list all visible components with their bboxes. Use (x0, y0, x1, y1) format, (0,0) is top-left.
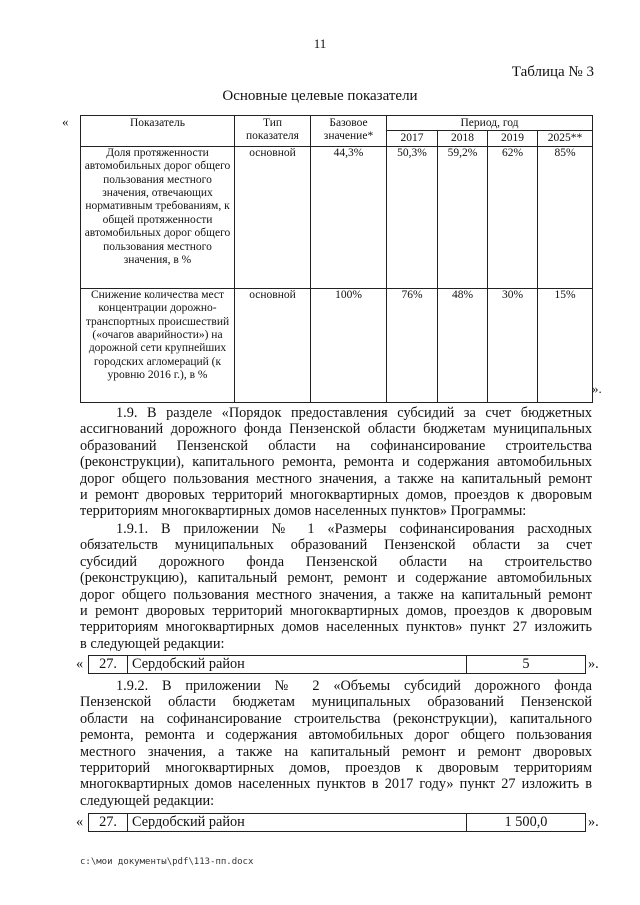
row-open-quote: « (76, 814, 84, 830)
value-cell: 76% (387, 288, 438, 402)
header-type: Тип показателя (235, 116, 311, 147)
header-period: Период, год (387, 116, 593, 131)
text-line: в следующей редакции: (80, 635, 225, 652)
row-number: 27. (89, 656, 128, 673)
district-value: 5 (522, 656, 530, 672)
text-line: образований Пензенской области на софинансирование строительства (80, 437, 592, 454)
text-line: (реконструкции), капитального ремонта, ремонта и содержания автомобильных (80, 454, 592, 471)
header-base: Базовое значение* (311, 116, 387, 147)
table-row (81, 288, 593, 402)
value-cell: 30% (488, 288, 538, 402)
table-row (81, 146, 593, 288)
text-line: обязательств муниципальных образований Пензенской области за счет (80, 537, 592, 554)
base-cell: 44,3% (311, 146, 387, 288)
row-close-quote: ». (588, 656, 599, 672)
row-close-quote: ». (588, 814, 599, 830)
text-line: следующей редакции: (80, 792, 215, 809)
table-title: Основные целевые показатели (222, 88, 418, 104)
text-line: 1.9.1. В приложении № 1 «Размеры софинансирования расходных (116, 521, 592, 537)
table-close-quote: ». (592, 381, 602, 396)
header-indicator: Показатель (81, 116, 235, 147)
text-line: области на софинансирование строительства (реконструкции), капитального (80, 710, 592, 727)
row-open-quote: « (76, 656, 84, 672)
text-line: Пензенской области бюджетам муниципальных образований Пензенской (80, 694, 592, 711)
table-open-quote: « (62, 114, 69, 129)
header-year: 2025** (538, 131, 593, 146)
header-year: 2017 (387, 131, 438, 146)
value-cell: 50,3% (387, 146, 438, 288)
text-line: субсидий дорожного фонда Пензенской области на строительство (80, 553, 592, 570)
district-name: Сердобский район (128, 814, 467, 831)
district-row (88, 813, 586, 832)
type-cell: основной (235, 146, 311, 288)
text-line: территориям многоквартирных домов населенных пунктов» Программы: (80, 503, 527, 520)
text-line: территориям многоквартирных домов населенных пунктов» пункт 27 изложить (80, 619, 592, 636)
file-path-footer: c:\мои документы\pdf\113-пп.docx (80, 857, 254, 867)
paragraph-1-9-1 (80, 521, 592, 652)
type-cell: основной (235, 288, 311, 402)
text-line: территорий многоквартирных домов, проездов к дворовым территориям (80, 760, 592, 777)
indicator-cell: Снижение количества мест концентрации дорожно-транспортных происшествий («очагов аварийности») на дорожной сети крупнейших городских агломераций (к уровню 2016 г.), в % (81, 288, 235, 402)
value-cell: 15% (538, 288, 593, 402)
base-cell: 100% (311, 288, 387, 402)
header-year: 2018 (438, 131, 488, 146)
paragraph-1-9 (80, 405, 592, 520)
indicator-cell: Доля протяженности автомобильных дорог общего пользования местного значения, отвечающих нормативным требованиям, к общей протяженности автомобильных дорог общего пользования местного значения, в % (81, 146, 235, 288)
text-line: ассигнований дорожного фонда Пензенской области бюджетам муниципальных (80, 421, 592, 438)
value-cell: 59,2% (438, 146, 488, 288)
value-cell: 62% (488, 146, 538, 288)
district-value: 1 500,0 (504, 814, 548, 830)
header-year: 2019 (488, 131, 538, 146)
table-header-row (81, 116, 593, 131)
table-label: Таблица № 3 (511, 64, 594, 80)
district-name: Сердобский район (128, 656, 467, 673)
text-line: 1.9. В разделе «Порядок предоставления субсидий за счет бюджетных (116, 405, 592, 421)
value-cell: 85% (538, 146, 593, 288)
page-number: 11 (313, 36, 327, 51)
text-line: местного значения, а также на капитальный ремонт и ремонт дворовых (80, 743, 592, 760)
paragraph-1-9-2 (80, 678, 592, 809)
text-line: ремонта, ремонта и содержания автомобильных дорог общего пользования (80, 727, 592, 744)
text-line: многоквартирных домов населенных пунктов в 2017 году» пункт 27 изложить в (80, 776, 592, 793)
indicators-table (80, 115, 593, 403)
text-line: (реконструкцию), капитальный ремонт, ремонт и содержание автомобильных (80, 570, 592, 587)
row-number: 27. (89, 814, 128, 831)
value-cell: 48% (438, 288, 488, 402)
text-line: и ремонт дворовых территорий многоквартирных домов, проездов к дворовым (80, 603, 592, 620)
text-line: дорог общего пользования местного значения, а также на капитальный ремонт (80, 470, 592, 487)
text-line: 1.9.2. В приложении № 2 «Объемы субсидий дорожного фонда (116, 678, 592, 694)
text-line: дорог общего пользования местного значения, а также на капитальный ремонт (80, 586, 592, 603)
district-row (88, 655, 586, 674)
text-line: и ремонт дворовых территорий многоквартирных домов, проездов к дворовым (80, 487, 592, 504)
